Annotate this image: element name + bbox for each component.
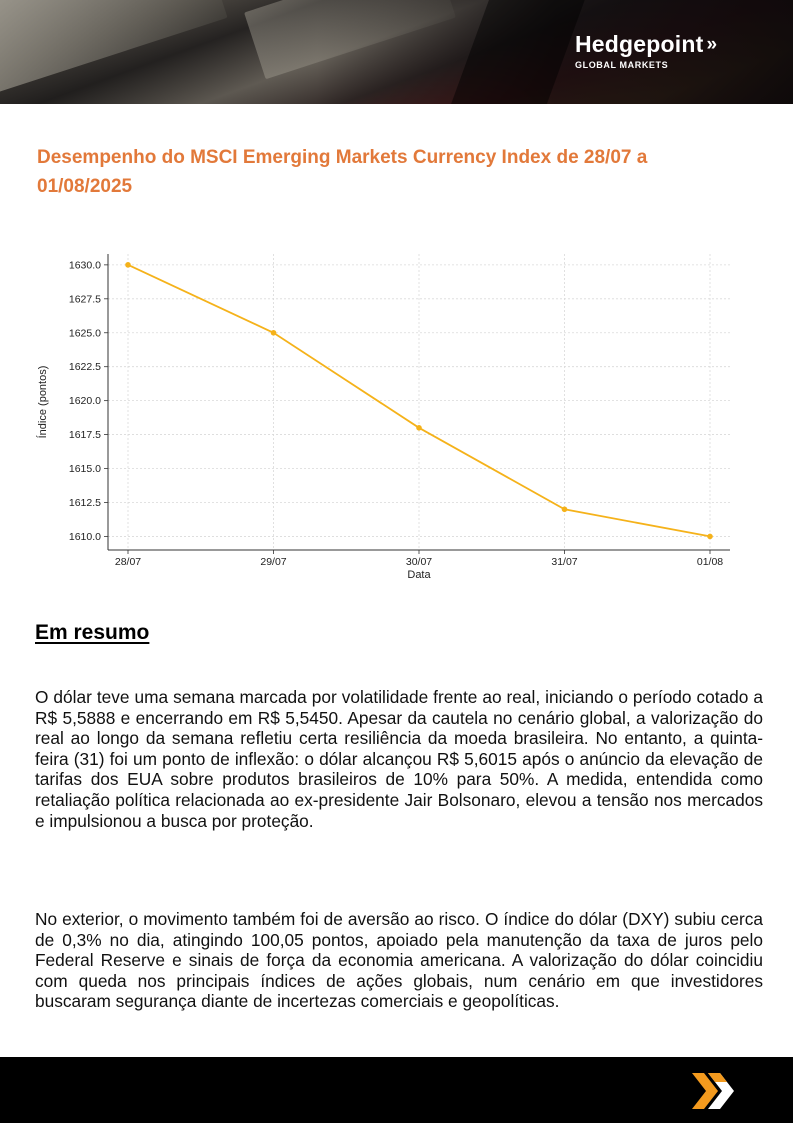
brand-logo (575, 31, 775, 70)
data-point (707, 534, 713, 540)
y-tick-label: 1610.0 (68, 530, 101, 543)
double-chevron-icon (690, 1069, 738, 1113)
banner-shadow (445, 0, 584, 104)
y-tick-label: 1622.5 (68, 361, 101, 374)
y-tick-label: 1620.0 (68, 395, 101, 408)
chart-container (30, 240, 750, 580)
brand-name: Hedgepoint (575, 31, 704, 57)
summary-paragraph-2: No exterior, o movimento também foi de aversão ao risco. O índice do dólar (DXY) subiu cerca de 0,3% no dia, atingindo 100,05 pontos, apoiado pela manutenção da taxa de juros pelo Federal Reserve e sinais de força da economia americana. A valorização do dólar coincidiu com queda nos principais índices de ações globais, num cenário em que investidores buscaram segurança diante de incertezas comerciais e geopolíticas. (35, 909, 763, 1012)
data-point (416, 425, 422, 431)
x-tick-label: 31/07 (551, 556, 578, 568)
x-axis-label: Data (407, 569, 431, 580)
x-tick-label: 29/07 (260, 556, 287, 568)
header-banner (0, 0, 793, 104)
y-tick-label: 1625.0 (68, 327, 101, 340)
summary-paragraph-1: O dólar teve uma semana marcada por volatilidade frente ao real, iniciando o período cotado a R$ 5,5888 e encerrando em R$ 5,5450. Apesar da cautela no cenário global, a valorização do real ao longo da semana refletiu certa resiliência da moeda brasileira. No entanto, a quinta-feira (31) foi um ponto de inflexão: o dólar alcançou R$ 5,6015 após o anúncio da elevação de tarifas dos EUA sobre produtos brasileiros de 10% para 50%. A medida, entendida como retaliação política relacionada ao ex-presidente Jair Bolsonaro, elevou a tensão nos mercados e impulsionou a busca por proteção. (35, 687, 763, 831)
x-tick-label: 01/08 (696, 556, 724, 568)
brand-subtitle: GLOBAL MARKETS (575, 60, 669, 70)
footer-bar (0, 1057, 793, 1123)
x-tick-label: 28/07 (114, 556, 142, 568)
data-point (125, 262, 131, 268)
page-title-line: Desempenho do MSCI Emerging Markets Currency Index de 28/07 a (37, 147, 648, 168)
y-tick-label: 1627.5 (68, 293, 101, 306)
y-tick-label: 1615.0 (68, 463, 101, 476)
x-tick-label: 30/07 (405, 556, 433, 568)
data-point (562, 506, 568, 512)
banner-currency-note (0, 0, 228, 98)
section-heading: Em resumo (35, 621, 150, 644)
y-tick-label: 1617.5 (68, 429, 101, 442)
brand-chevrons: » (706, 33, 718, 55)
y-tick-label: 1612.5 (68, 496, 101, 509)
page-title-line: 01/08/2025 (37, 176, 133, 197)
y-axis-label: Índice (pontos) (37, 365, 49, 439)
data-point (271, 330, 277, 336)
banner-currency-note (244, 0, 456, 79)
line-chart (30, 240, 750, 580)
y-tick-label: 1630.0 (68, 259, 101, 272)
page-title (37, 143, 737, 201)
